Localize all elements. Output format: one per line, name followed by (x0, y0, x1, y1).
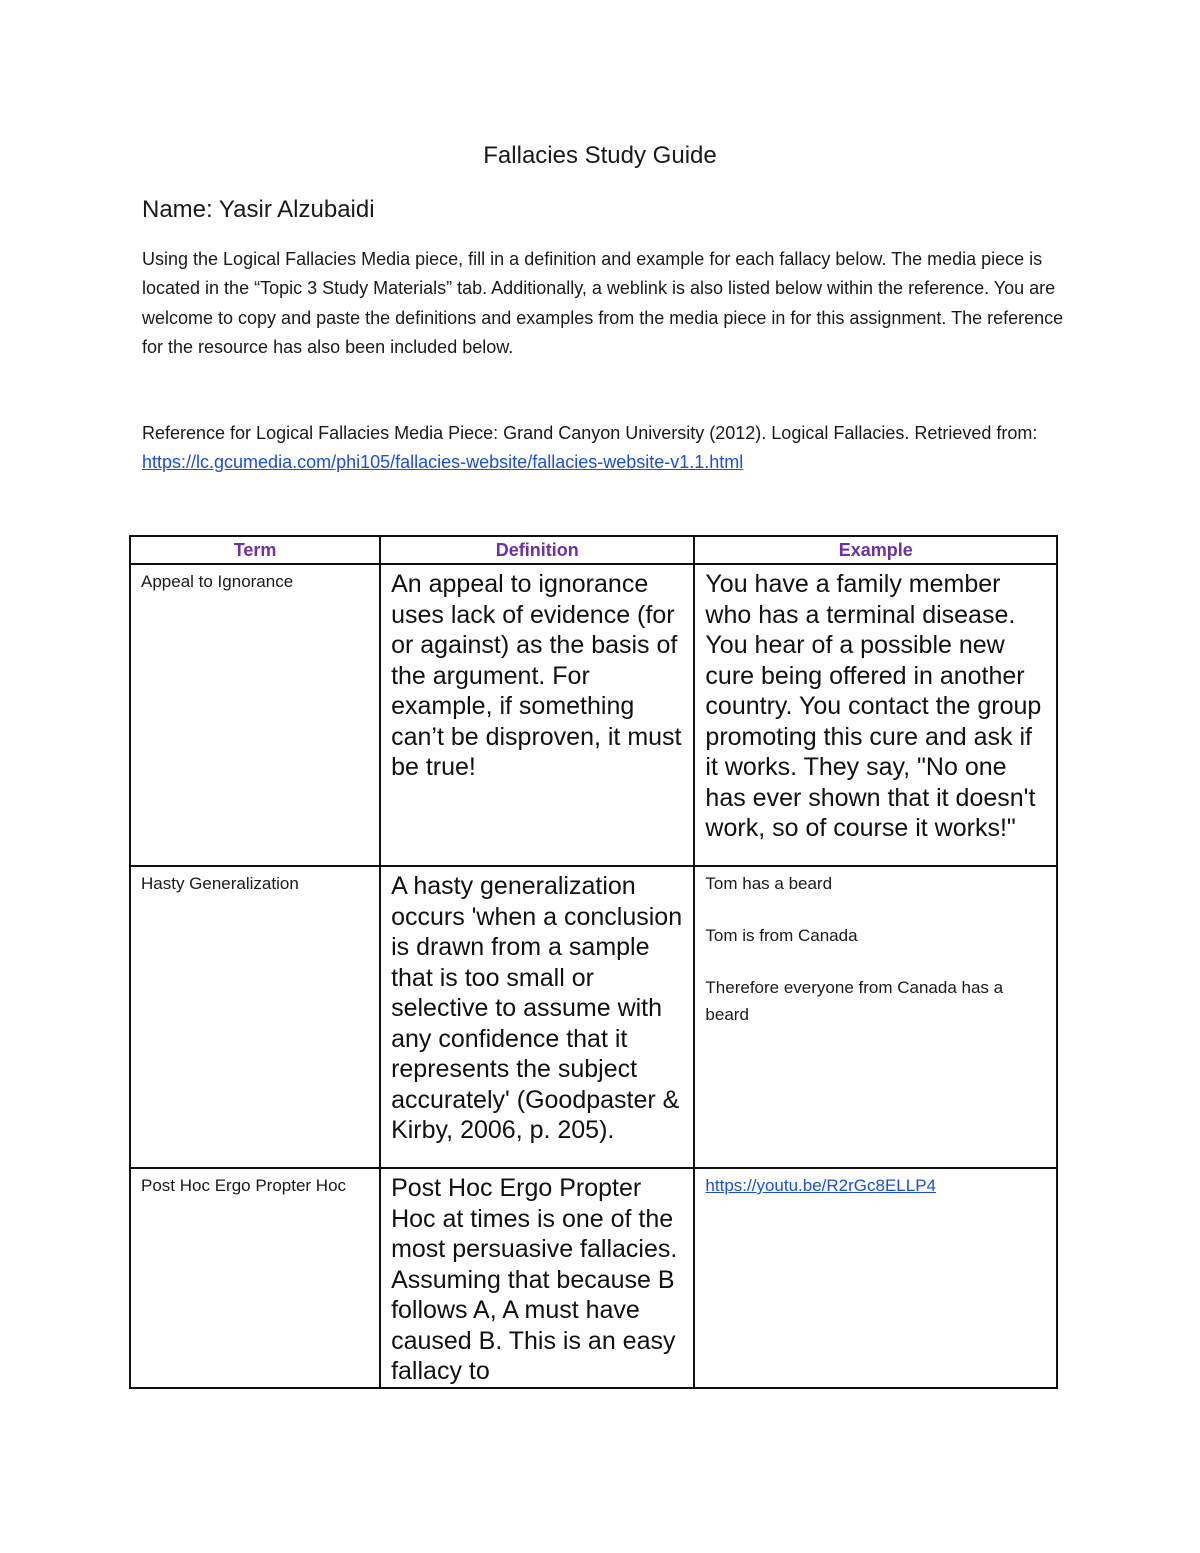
example-cell[interactable] (694, 564, 1057, 866)
example-line: Tom is from Canada (705, 926, 858, 945)
definition-cell[interactable] (380, 866, 694, 1168)
example-appeal-to-ignorance: You have a family member who has a terminal disease. You hear of a possible new cure being offered in another country. You contact the group promoting this cure and ask if it works. They say, "No one has ever shown that it doesn't work, so of course it works!" (705, 570, 1042, 842)
header-definition: Definition (380, 536, 694, 564)
definition-appeal-to-ignorance: An appeal to ignorance uses lack of evidence (for or against) as the basis of the argument. For example, if something can’t be disproven, it must be true! (391, 570, 682, 781)
example-cell[interactable] (694, 866, 1057, 1168)
definition-post-hoc: Post Hoc Ergo Propter Hoc at times is one of the most persuasive fallacies. Assuming that because B follows A, A must have caused B. This is an easy fallacy to (391, 1174, 678, 1385)
table-row (130, 866, 1057, 1168)
name-label: Name: (142, 196, 213, 223)
term-appeal-to-ignorance: Appeal to Ignorance (141, 572, 294, 591)
header-example: Example (694, 536, 1057, 564)
reference-text: Reference for Logical Fallacies Media Piece: Grand Canyon University (2012). Logical Fallacies. Retrieved from: (142, 423, 1038, 443)
definition-hasty-generalization: A hasty generalization occurs 'when a conclusion is drawn from a sample that is too small or selective to assume with any confidence that it represents the subject accurately' (Goodpaster & Kirby, 2006, p. 205). (391, 872, 683, 1144)
term-cell (130, 1168, 380, 1388)
term-hasty-generalization: Hasty Generalization (141, 874, 299, 893)
definition-cell[interactable] (380, 1168, 694, 1388)
table-row (130, 564, 1057, 866)
definition-cell[interactable] (380, 564, 694, 866)
table-header-row (130, 536, 1057, 564)
name-value: Yasir Alzubaidi (218, 196, 375, 223)
header-term: Term (130, 536, 380, 564)
reference-paragraph (142, 419, 1072, 478)
example-line: Tom has a beard (705, 874, 833, 893)
instructions-paragraph: Using the Logical Fallacies Media piece, fill in a definition and example for each fallacy below. The media piece is located in the “Topic 3 Study Materials” tab. Additionally, a weblink is also listed below within the reference. You are welcome to copy and paste the definitions and examples from the media piece in for this assignment. The reference for the resource has also been included below. (142, 249, 1064, 357)
example-video-link[interactable]: https://youtu.be/R2rGc8ELLP4 (705, 1176, 937, 1195)
term-post-hoc: Post Hoc Ergo Propter Hoc (141, 1176, 347, 1195)
term-cell (130, 564, 380, 866)
example-line: Therefore everyone from Canada has a beard (705, 978, 1004, 1024)
example-hasty-generalization (695, 867, 1056, 1028)
table-row (130, 1168, 1057, 1388)
student-name-line (142, 196, 375, 224)
fallacies-table (129, 535, 1058, 1389)
reference-link[interactable]: https://lc.gcumedia.com/phi105/fallacies-website/fallacies-website-v1.1.html (142, 452, 744, 473)
example-cell[interactable] (694, 1168, 1057, 1388)
example-post-hoc (695, 1169, 1056, 1199)
term-cell (130, 866, 380, 1168)
document-title: Fallacies Study Guide (483, 142, 717, 169)
